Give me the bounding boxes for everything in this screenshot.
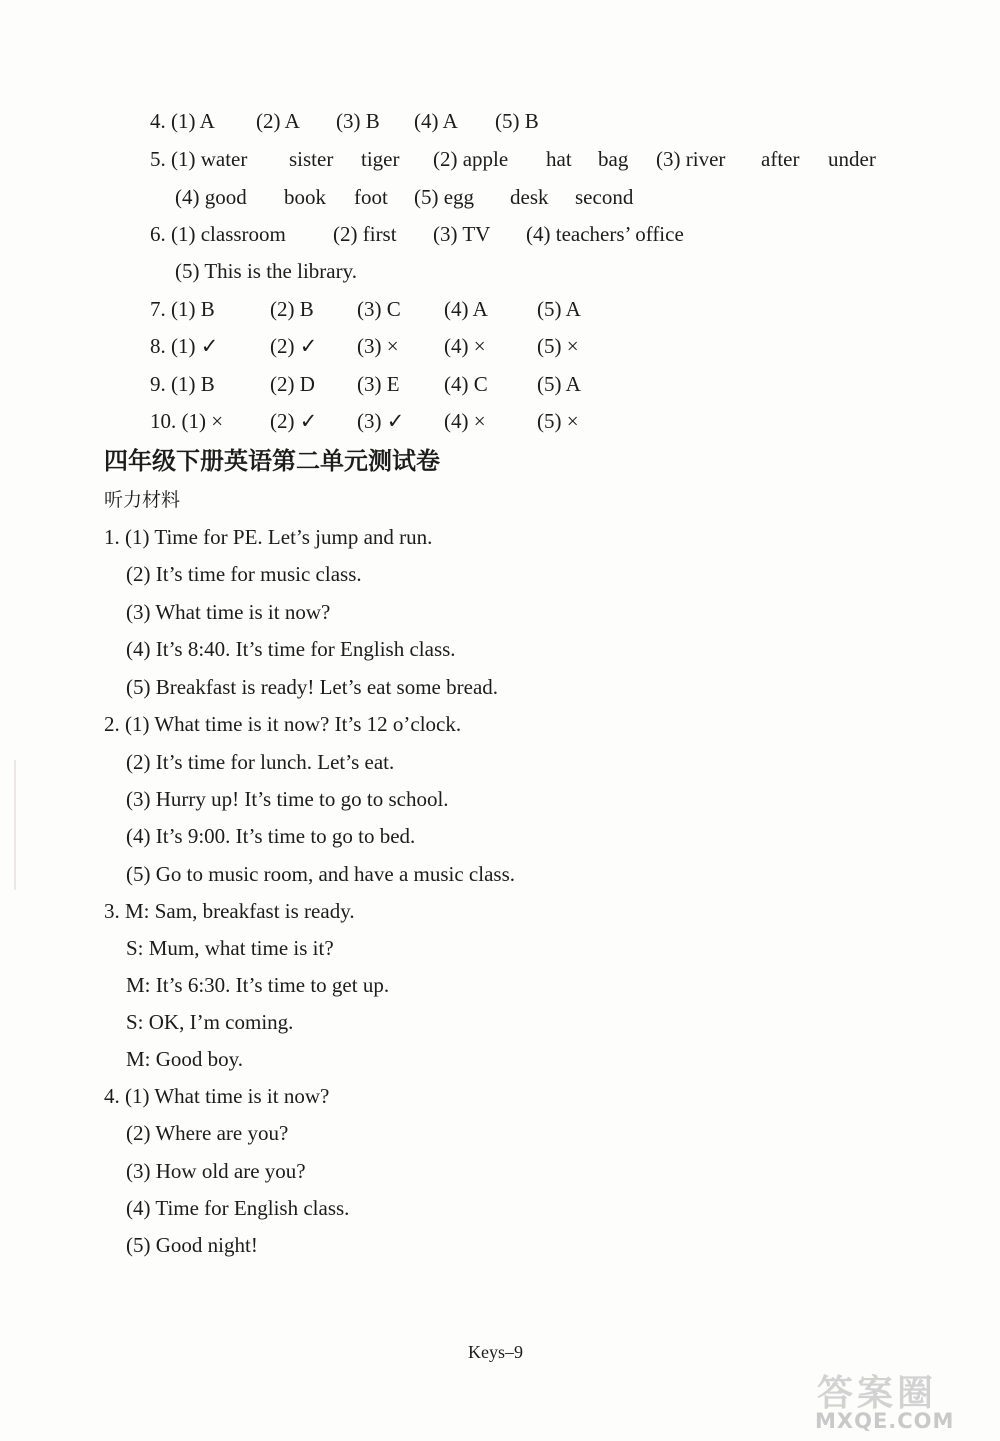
section-subtitle: 听力材料 bbox=[104, 489, 181, 511]
answer-item: sister bbox=[289, 147, 334, 171]
answer-item: 10. (1) × bbox=[150, 409, 224, 433]
listening-line: 4. (1) What time is it now? bbox=[104, 1084, 330, 1108]
watermark-logo bbox=[811, 1365, 986, 1437]
listening-line: M: Good boy. bbox=[126, 1047, 244, 1071]
answer-item: second bbox=[575, 185, 634, 209]
watermark-cn: 答案圈 bbox=[817, 1373, 938, 1414]
answer-q6-line2: (5) This is the library. bbox=[175, 259, 357, 283]
listening-line: 2. (1) What time is it now? It’s 12 o’clock. bbox=[104, 712, 462, 736]
answer-item: (3) river bbox=[656, 147, 726, 171]
answer-item: (2) D bbox=[270, 372, 315, 396]
listening-line: 3. M: Sam, breakfast is ready. bbox=[104, 899, 355, 923]
answer-item: (5) A bbox=[537, 372, 581, 396]
answer-item: (3) C bbox=[357, 297, 401, 321]
page-number: Keys–9 bbox=[468, 1342, 523, 1362]
listening-line: 1. (1) Time for PE. Let’s jump and run. bbox=[104, 525, 433, 549]
answer-item: (2) apple bbox=[433, 147, 509, 171]
listening-line: (3) What time is it now? bbox=[126, 600, 331, 624]
answer-item: hat bbox=[546, 147, 572, 171]
answer-item: tiger bbox=[361, 147, 400, 171]
listening-line: (2) It’s time for lunch. Let’s eat. bbox=[126, 750, 395, 774]
answer-item: (4) A bbox=[414, 109, 458, 133]
listening-line: (4) It’s 9:00. It’s time to go to bed. bbox=[126, 824, 416, 848]
listening-line: (3) How old are you? bbox=[126, 1159, 306, 1183]
answer-item: (5) A bbox=[537, 297, 581, 321]
answer-item: (4) × bbox=[444, 409, 486, 433]
listening-line: (5) Breakfast is ready! Let’s eat some bread. bbox=[126, 675, 499, 699]
answer-item: (2) ✓ bbox=[270, 409, 318, 433]
answer-item: (5) × bbox=[537, 334, 579, 358]
answer-item: (2) ✓ bbox=[270, 334, 318, 358]
listening-line: (5) Good night! bbox=[126, 1233, 258, 1257]
listening-line: S: OK, I’m coming. bbox=[126, 1010, 294, 1034]
answer-item: (5) egg bbox=[414, 185, 475, 209]
answer-item: (3) TV bbox=[433, 222, 491, 246]
answer-item: (4) A bbox=[444, 297, 488, 321]
answer-item: (4) × bbox=[444, 334, 486, 358]
listening-line: S: Mum, what time is it? bbox=[126, 936, 334, 960]
answer-item: after bbox=[761, 147, 800, 171]
answer-item: under bbox=[828, 147, 876, 171]
listening-line: (4) It’s 8:40. It’s time for English class. bbox=[126, 637, 456, 661]
answer-item: (3) E bbox=[357, 372, 400, 396]
listening-line: (2) Where are you? bbox=[126, 1121, 289, 1145]
answer-item: (2) A bbox=[256, 109, 300, 133]
answer-item: bag bbox=[598, 147, 629, 171]
section-title: 四年级下册英语第二单元测试卷 bbox=[104, 447, 440, 475]
answer-item: 5. (1) water bbox=[150, 147, 248, 171]
answer-item: (2) B bbox=[270, 297, 314, 321]
answer-item: (4) teachers’ office bbox=[526, 222, 684, 246]
answer-item: (5) × bbox=[537, 409, 579, 433]
answer-item: 9. (1) B bbox=[150, 372, 215, 396]
answer-item: 6. (1) classroom bbox=[150, 222, 286, 246]
answer-item: desk bbox=[510, 185, 549, 209]
answer-item: book bbox=[284, 185, 326, 209]
margin-mark bbox=[14, 760, 16, 890]
answer-item: 7. (1) B bbox=[150, 297, 215, 321]
answer-item: (3) × bbox=[357, 334, 399, 358]
answer-item: (3) B bbox=[336, 109, 380, 133]
listening-line: (4) Time for English class. bbox=[126, 1196, 350, 1220]
answer-item: (5) B bbox=[495, 109, 539, 133]
answer-item: (4) good bbox=[175, 185, 247, 209]
listening-line: (3) Hurry up! It’s time to go to school. bbox=[126, 787, 449, 811]
answer-item: 8. (1) ✓ bbox=[150, 334, 219, 358]
listening-line: (5) Go to music room, and have a music class. bbox=[126, 862, 515, 886]
listening-line: (2) It’s time for music class. bbox=[126, 562, 362, 586]
listening-line: M: It’s 6:30. It’s time to get up. bbox=[126, 973, 390, 997]
answer-item: (3) ✓ bbox=[357, 409, 405, 433]
watermark-en: MXQE.COM bbox=[815, 1409, 955, 1433]
answer-item: (4) C bbox=[444, 372, 488, 396]
answer-item: foot bbox=[354, 185, 388, 209]
answer-item: (2) first bbox=[333, 222, 397, 246]
answer-item: 4. (1) A bbox=[150, 109, 215, 133]
